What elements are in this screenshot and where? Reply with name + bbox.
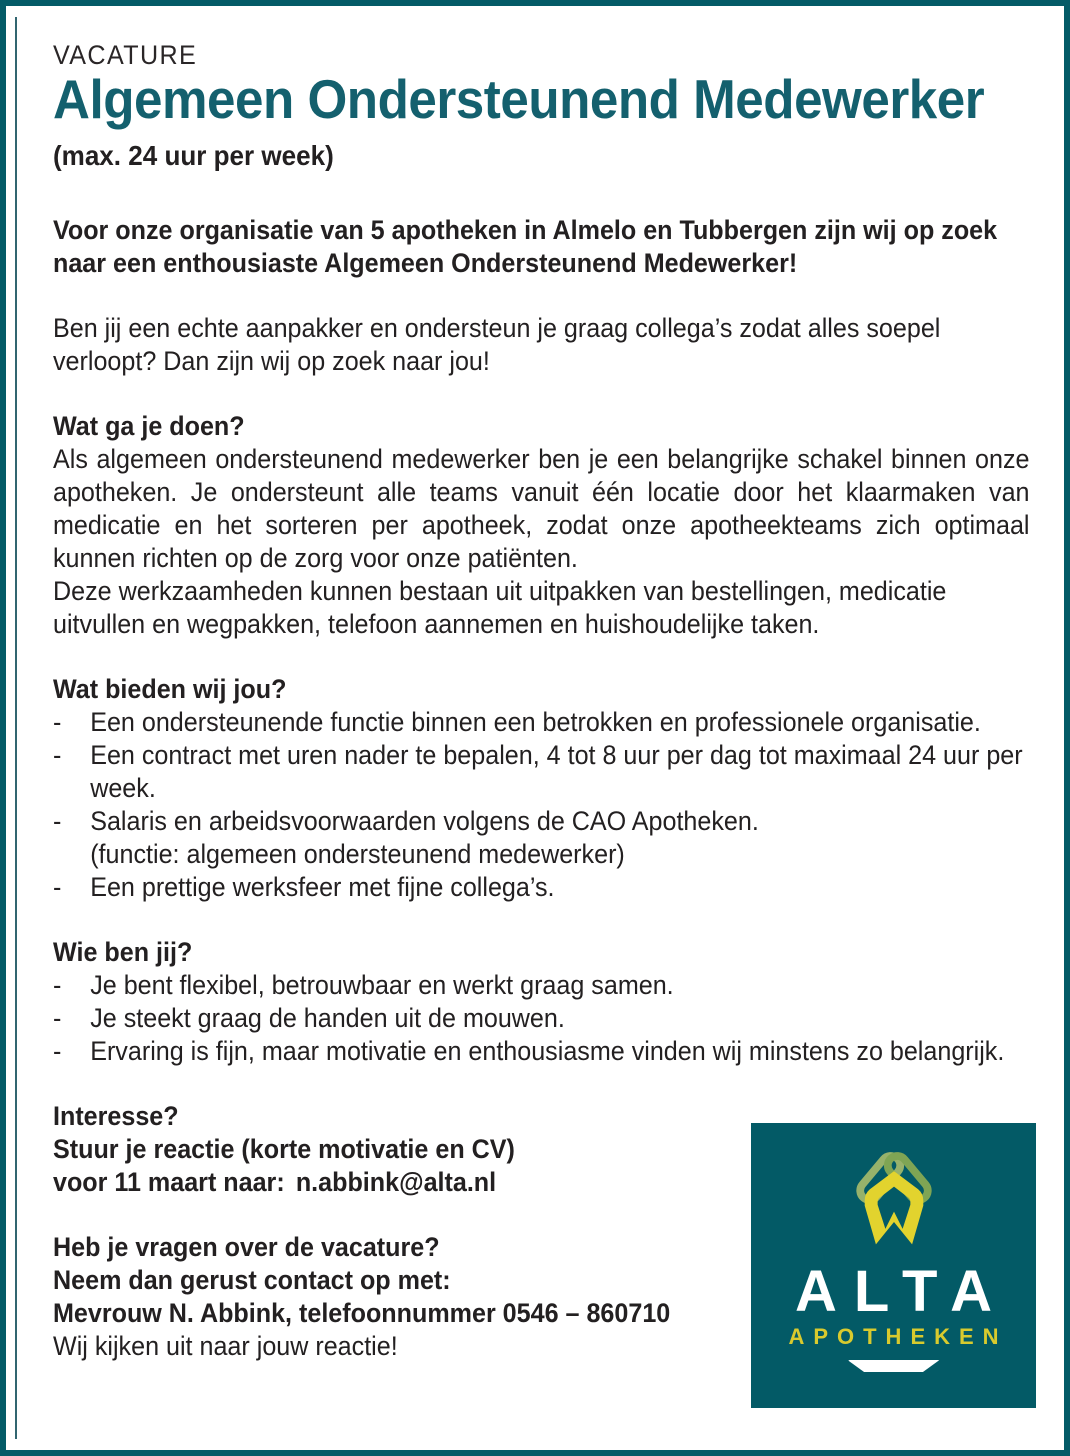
section-what-to-do [53, 410, 1030, 641]
closing-line: Wij kijken uit naar jouw reactie! [53, 1331, 398, 1361]
bullet-dash: - [53, 707, 62, 737]
bullet-dash: - [53, 806, 62, 836]
questions-block [53, 1231, 741, 1330]
list-item: - Salaris en arbeidsvoorwaarden volgens de CAO Apotheken. [53, 806, 759, 836]
hook-paragraph: Ben jij een echte aanpakker en ondersteun je graag collega’s zodat alles soepel verloopt? Dan zijn wij op zoek naar jou! [53, 313, 941, 376]
list-item: - Een prettige werksfeer met fijne collega’s. [53, 872, 555, 902]
reaction-line: Stuur je reactie (korte motivatie en CV) [53, 1134, 515, 1164]
kicker-label: VACATURE [53, 40, 198, 70]
contact-invite-line: Neem dan gerust contact op met: [53, 1265, 451, 1295]
section-contact [53, 1100, 741, 1363]
logo-knot-icon [842, 1147, 946, 1264]
list-item: - Een contract met uren nader te bepalen, 4 tot 8 uur per dag tot maximaal 24 uur per week. [53, 740, 1023, 803]
bullet-dash: - [53, 1036, 62, 1066]
company-logo [751, 1123, 1036, 1408]
list-item: - Ervaring is fijn, maar motivatie en enthousiasme vinden wij minstens zo belangrijk. [53, 1036, 1005, 1066]
inner-border-line [15, 17, 17, 1439]
bullet-dash: - [53, 872, 62, 902]
intro-lead-paragraph: Voor onze organisatie van 5 apotheken in Almelo en Tubbergen zijn wij op zoek naar een enthousiaste Algemeen Ondersteunend Medewerker! [53, 215, 998, 278]
section-offer [53, 673, 1030, 904]
page-title: Algemeen Ondersteunend Medewerker [53, 68, 985, 130]
bullet-dash: - [53, 970, 62, 1000]
what-paragraph-2: Deze werkzaamheden kunnen bestaan uit uitpakken van bestellingen, medicatie uitvullen en wegpakken, telefoon aannemen en huishoudelijke taken. [53, 576, 947, 639]
section-heading-offer: Wat bieden wij jou? [53, 674, 287, 704]
who-bullet-list [53, 969, 1030, 1068]
offer-bullet-list [53, 706, 1030, 904]
contact-email: n.abbink@alta.nl [295, 1167, 497, 1197]
list-item: - Je bent flexibel, betrouwbaar en werkt graag samen. [53, 970, 674, 1000]
logo-tagline: APOTHEKEN [788, 1324, 1008, 1349]
section-who [53, 936, 1030, 1068]
section-heading-who: Wie ben jij? [53, 937, 193, 967]
subtitle-hours: (max. 24 uur per week) [53, 140, 334, 171]
questions-heading: Heb je vragen over de vacature? [53, 1232, 440, 1262]
deadline-line [53, 1166, 741, 1199]
contact-person-line: Mevrouw N. Abbink, telefoonnummer 0546 – 860710 [53, 1298, 671, 1328]
list-item: - Een ondersteunende functie binnen een betrokken en professionele organisatie. [53, 707, 981, 737]
list-item: - Je steekt graag de handen uit de mouwen. [53, 1003, 565, 1033]
bullet-dash: - [53, 1003, 62, 1033]
logo-name: ALTA [794, 1259, 1010, 1324]
deadline-prefix: voor 11 maart naar: [53, 1167, 285, 1197]
bullet-dash: - [53, 740, 62, 770]
list-item-continuation: (functie: algemeen ondersteunend medewerker) [90, 839, 625, 869]
logo-base-bar [848, 1360, 940, 1372]
what-paragraph-1: Als algemeen ondersteunend medewerker ben je een belangrijke schakel binnen onze apotheken. Je ondersteunt alle teams vanuit één locatie door het klaarmaken van medicatie en het sorteren per apotheek, zodat onze apotheekteams zich optimaal kunnen richten op de zorg voor onze patiënten. [53, 444, 1030, 573]
section-heading-what: Wat ga je doen? [53, 411, 245, 441]
interest-heading: Interesse? [53, 1101, 179, 1131]
